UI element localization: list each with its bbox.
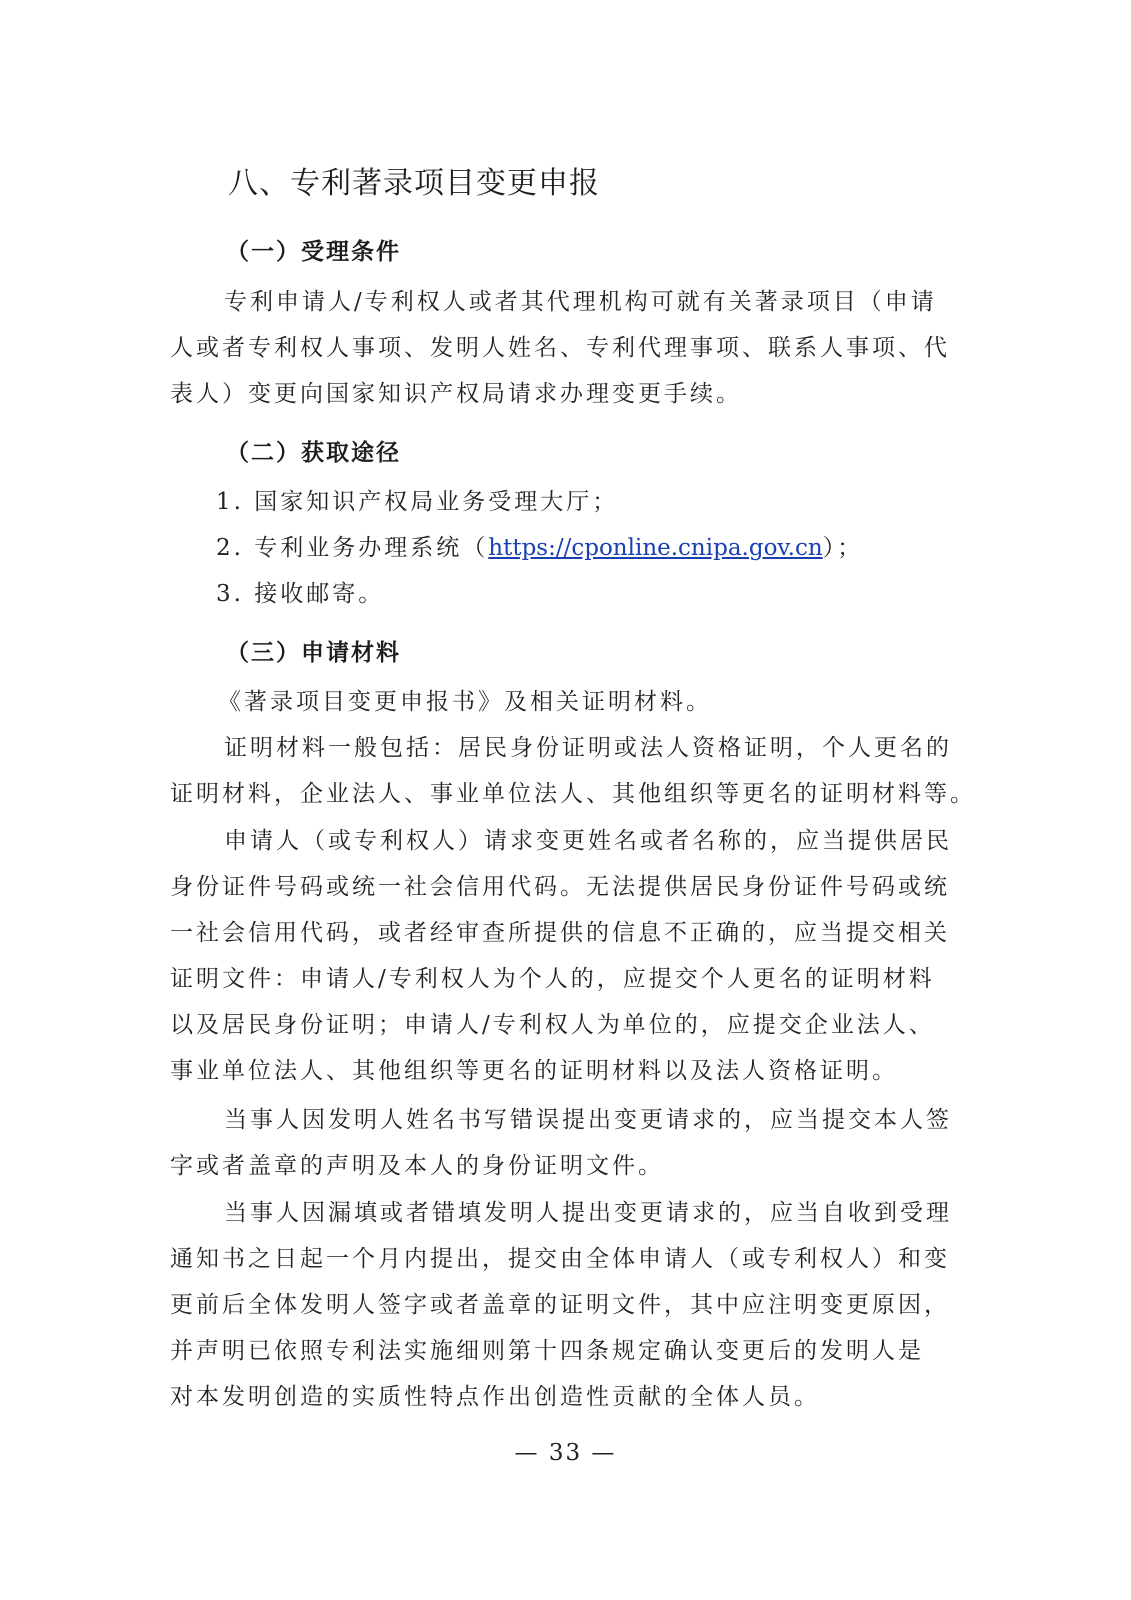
list-item <box>216 529 863 562</box>
paragraph-line: 身份证件号码或统一社会信用代码。无法提供居民身份证件号码或统 <box>170 874 950 900</box>
paragraph-line: 通知书之日起一个月内提出，提交由全体申请人（或专利权人）和变 <box>170 1246 950 1272</box>
paragraph-line: 证明文件：申请人/专利权人为个人的，应提交个人更名的证明材料 <box>170 966 935 992</box>
list-item: 3. 接收邮寄。 <box>216 581 385 607</box>
paragraph-line: 申请人（或专利权人）请求变更姓名或者名称的，应当提供居民 <box>224 828 952 854</box>
paragraph-line: 专利申请人/专利权人或者其代理机构可就有关著录项目（申请 <box>224 289 937 315</box>
paragraph-line: 以及居民身份证明；申请人/专利权人为单位的，应提交企业法人、 <box>170 1012 935 1038</box>
paragraph-line: 人或者专利权人事项、发明人姓名、专利代理事项、联系人事项、代 <box>170 335 950 361</box>
paragraph-line: 字或者盖章的声明及本人的身份证明文件。 <box>170 1153 664 1179</box>
subheading-access-channels: （二）获取途径 <box>226 440 401 466</box>
paragraph-line: 表人）变更向国家知识产权局请求办理变更手续。 <box>170 381 742 407</box>
paragraph-line: 一社会信用代码，或者经审查所提供的信息不正确的，应当提交相关 <box>170 920 950 946</box>
paragraph-line: 当事人因漏填或者错填发明人提出变更请求的，应当自收到受理 <box>224 1200 952 1226</box>
paragraph-line: 《著录项目变更申报书》及相关证明材料。 <box>218 689 712 715</box>
paragraph-line: 并声明已依照专利法实施细则第十四条规定确认变更后的发明人是 <box>170 1338 924 1364</box>
list-item-text: ）； <box>822 535 864 561</box>
paragraph-line: 证明材料，企业法人、事业单位法人、其他组织等更名的证明材料等。 <box>170 781 976 807</box>
section-title: 八、专利著录项目变更申报 <box>228 166 600 201</box>
paragraph-line: 证明材料一般包括：居民身份证明或法人资格证明，个人更名的 <box>224 735 952 761</box>
list-item: 1. 国家知识产权局业务受理大厅； <box>216 489 619 515</box>
paragraph-line: 对本发明创造的实质性特点作出创造性贡献的全体人员。 <box>170 1384 820 1410</box>
paragraph-line: 更前后全体发明人签字或者盖章的证明文件，其中应注明变更原因， <box>170 1292 950 1318</box>
page-number: — 33 — <box>514 1440 617 1466</box>
subheading-acceptance-conditions: （一）受理条件 <box>226 239 401 265</box>
subheading-application-materials: （三）申请材料 <box>226 640 401 666</box>
list-item-text: 2. 专利业务办理系统（ <box>216 535 489 561</box>
paragraph-line: 事业单位法人、其他组织等更名的证明材料以及法人资格证明。 <box>170 1058 898 1084</box>
cponline-link[interactable]: https://cponline.cnipa.gov.cn <box>488 535 823 561</box>
paragraph-line: 当事人因发明人姓名书写错误提出变更请求的，应当提交本人签 <box>224 1107 952 1133</box>
